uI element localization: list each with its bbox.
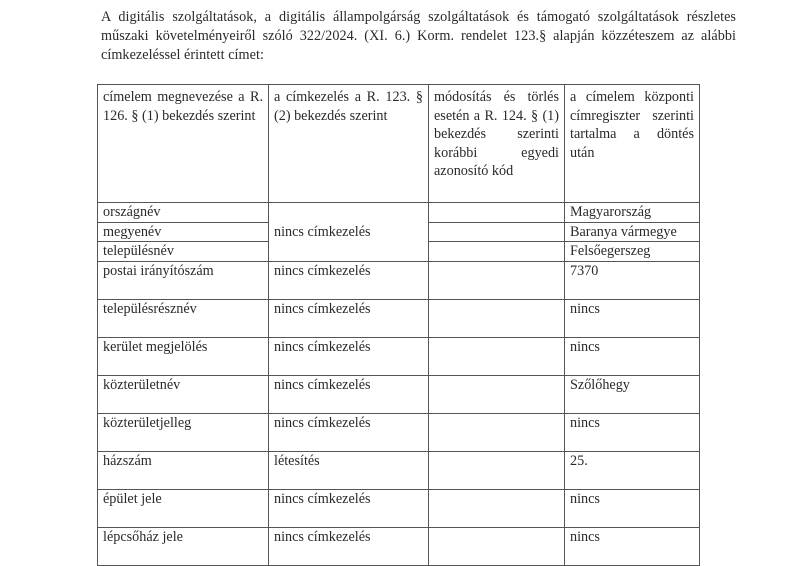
cell-labeling: létesítés [269,451,429,489]
table-row [98,489,700,527]
address-label-table [97,84,700,566]
cell-element-name: postai irányítószám [98,261,269,299]
cell-previous-id [429,299,565,337]
cell-element-name: közterületnév [98,375,269,413]
cell-previous-id [429,489,565,527]
cell-element-name: házszám [98,451,269,489]
cell-labeling: nincs címkezelés [269,337,429,375]
cell-labeling: nincs címkezelés [269,413,429,451]
cell-previous-id [429,242,565,262]
header-labeling: a címkezelés a R. 123. § (2) bekezdés szerint [269,85,429,203]
cell-previous-id [429,261,565,299]
table-row [98,527,700,565]
cell-register-value: Szőlőhegy [565,375,700,413]
cell-previous-id [429,337,565,375]
intro-paragraph: A digitális szolgáltatások, a digitális állampolgárság szolgáltatások és támogató szolgáltatások részletes műszaki követelményeiről szóló 322/2024. (XI. 6.) Korm. rendelet 123.§ alapján közzéteszem az alábbi címkezeléssel érintett címet: [101,9,736,63]
cell-labeling-merged: nincs címkezelés [269,203,429,262]
header-register-content: a címelem központi címregiszter szerinti tartalma a döntés után [565,85,700,203]
header-element-name: címelem megnevezése a R. 126. § (1) bekezdés szerint [98,85,269,203]
cell-labeling: nincs címkezelés [269,299,429,337]
table-row [98,337,700,375]
cell-register-value: nincs [565,299,700,337]
cell-labeling: nincs címkezelés [269,375,429,413]
cell-previous-id [429,413,565,451]
cell-element-name: településrésznév [98,299,269,337]
table-row [98,375,700,413]
table-row [98,413,700,451]
cell-register-value: 25. [565,451,700,489]
table-row [98,203,700,223]
cell-register-value: nincs [565,489,700,527]
cell-element-name: épület jele [98,489,269,527]
cell-register-value: Magyarország [565,203,700,223]
cell-labeling: nincs címkezelés [269,261,429,299]
cell-element-name: közterületjelleg [98,413,269,451]
cell-element-name: településnév [98,242,269,262]
cell-element-name: lépcsőház jele [98,527,269,565]
table-row [98,299,700,337]
table-header-row [98,85,700,203]
cell-previous-id [429,375,565,413]
table-row [98,261,700,299]
cell-labeling: nincs címkezelés [269,489,429,527]
cell-element-name: megyenév [98,222,269,242]
cell-register-value: nincs [565,337,700,375]
cell-element-name: országnév [98,203,269,223]
cell-register-value: Felsőegerszeg [565,242,700,262]
cell-element-name: kerület megjelölés [98,337,269,375]
cell-previous-id [429,527,565,565]
cell-labeling: nincs címkezelés [269,527,429,565]
cell-register-value: nincs [565,527,700,565]
cell-register-value: 7370 [565,261,700,299]
cell-register-value: nincs [565,413,700,451]
cell-previous-id [429,203,565,223]
cell-previous-id [429,222,565,242]
cell-register-value: Baranya vármegye [565,222,700,242]
header-previous-id: módosítás és törlés esetén a R. 124. § (1) bekezdés szerinti korábbi egyedi azonosító kód [429,85,565,203]
cell-previous-id [429,451,565,489]
table-row [98,451,700,489]
